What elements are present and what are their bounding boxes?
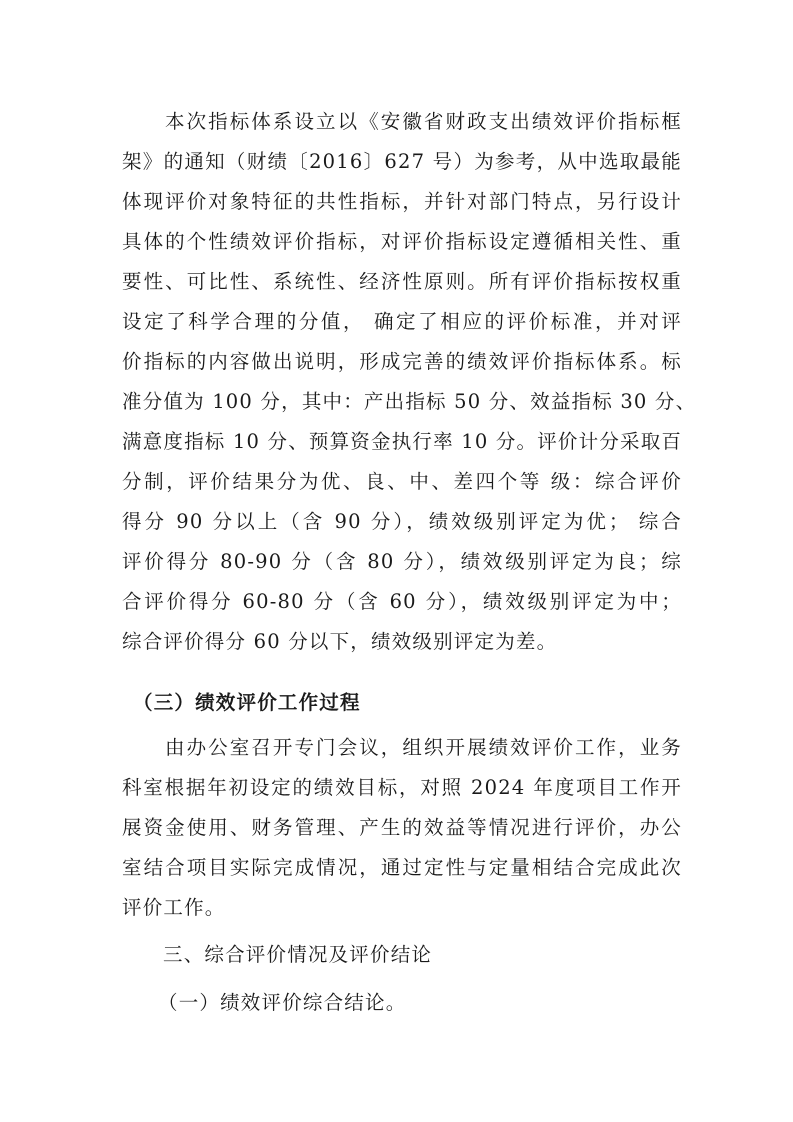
- subsection-heading: （一）绩效评价综合结论。: [158, 991, 407, 1014]
- paragraph-line: 具体的个性绩效评价指标，对评价指标设定遵循相关性、重: [122, 230, 682, 253]
- paragraph-line: 满意度指标 10 分、预算资金执行率 10 分。评价计分采取百: [122, 430, 683, 453]
- paragraph-line: 本次指标体系设立以《安徽省财政支出绩效评价指标框: [165, 110, 682, 133]
- paragraph-line: 体现评价对象特征的共性指标，并针对部门特点，另行设计: [122, 190, 682, 213]
- paragraph-line: 分制，评价结果分为优、良、中、差四个等 级：综合评价: [122, 470, 682, 493]
- paragraph-line: 得分 90 分以上（含 90 分），绩效级别评定为优； 综合: [122, 510, 682, 533]
- paragraph-line: 合评价得分 60-80 分（含 60 分），绩效级别评定为中；: [122, 590, 682, 613]
- paragraph-line: 室结合项目实际完成情况，通过定性与定量相结合完成此次: [122, 856, 682, 879]
- paragraph-line: 科室根据年初设定的绩效目标，对照 2024 年度项目工作开: [122, 776, 682, 799]
- paragraph-line: 要性、可比性、系统性、经济性原则。所有评价指标按权重: [122, 270, 682, 293]
- chapter-heading: 三、综合评价情况及评价结论: [163, 943, 433, 966]
- section-heading: （三）绩效评价工作过程: [133, 691, 361, 714]
- paragraph-line: 评价得分 80-90 分（含 80 分），绩效级别评定为良；综: [122, 550, 682, 573]
- paragraph-line: 设定了科学合理的分值， 确定了相应的评价标准，并对评: [122, 310, 682, 333]
- paragraph-line: 价指标的内容做出说明，形成完善的绩效评价指标体系。标: [122, 350, 682, 373]
- paragraph-line: 展资金使用、财务管理、产生的效益等情况进行评价，办公: [122, 816, 682, 839]
- paragraph-line: 由办公室召开专门会议，组织开展绩效评价工作，业务: [165, 736, 682, 759]
- paragraph-line: 架》的通知（财绩〔2016〕627 号）为参考，从中选取最能: [122, 150, 682, 173]
- paragraph-line: 综合评价得分 60 分以下，绩效级别评定为差。: [122, 630, 558, 653]
- paragraph-line: 评价工作。: [122, 896, 226, 919]
- paragraph-line: 准分值为 100 分，其中：产出指标 50 分、效益指标 30 分、: [122, 390, 697, 413]
